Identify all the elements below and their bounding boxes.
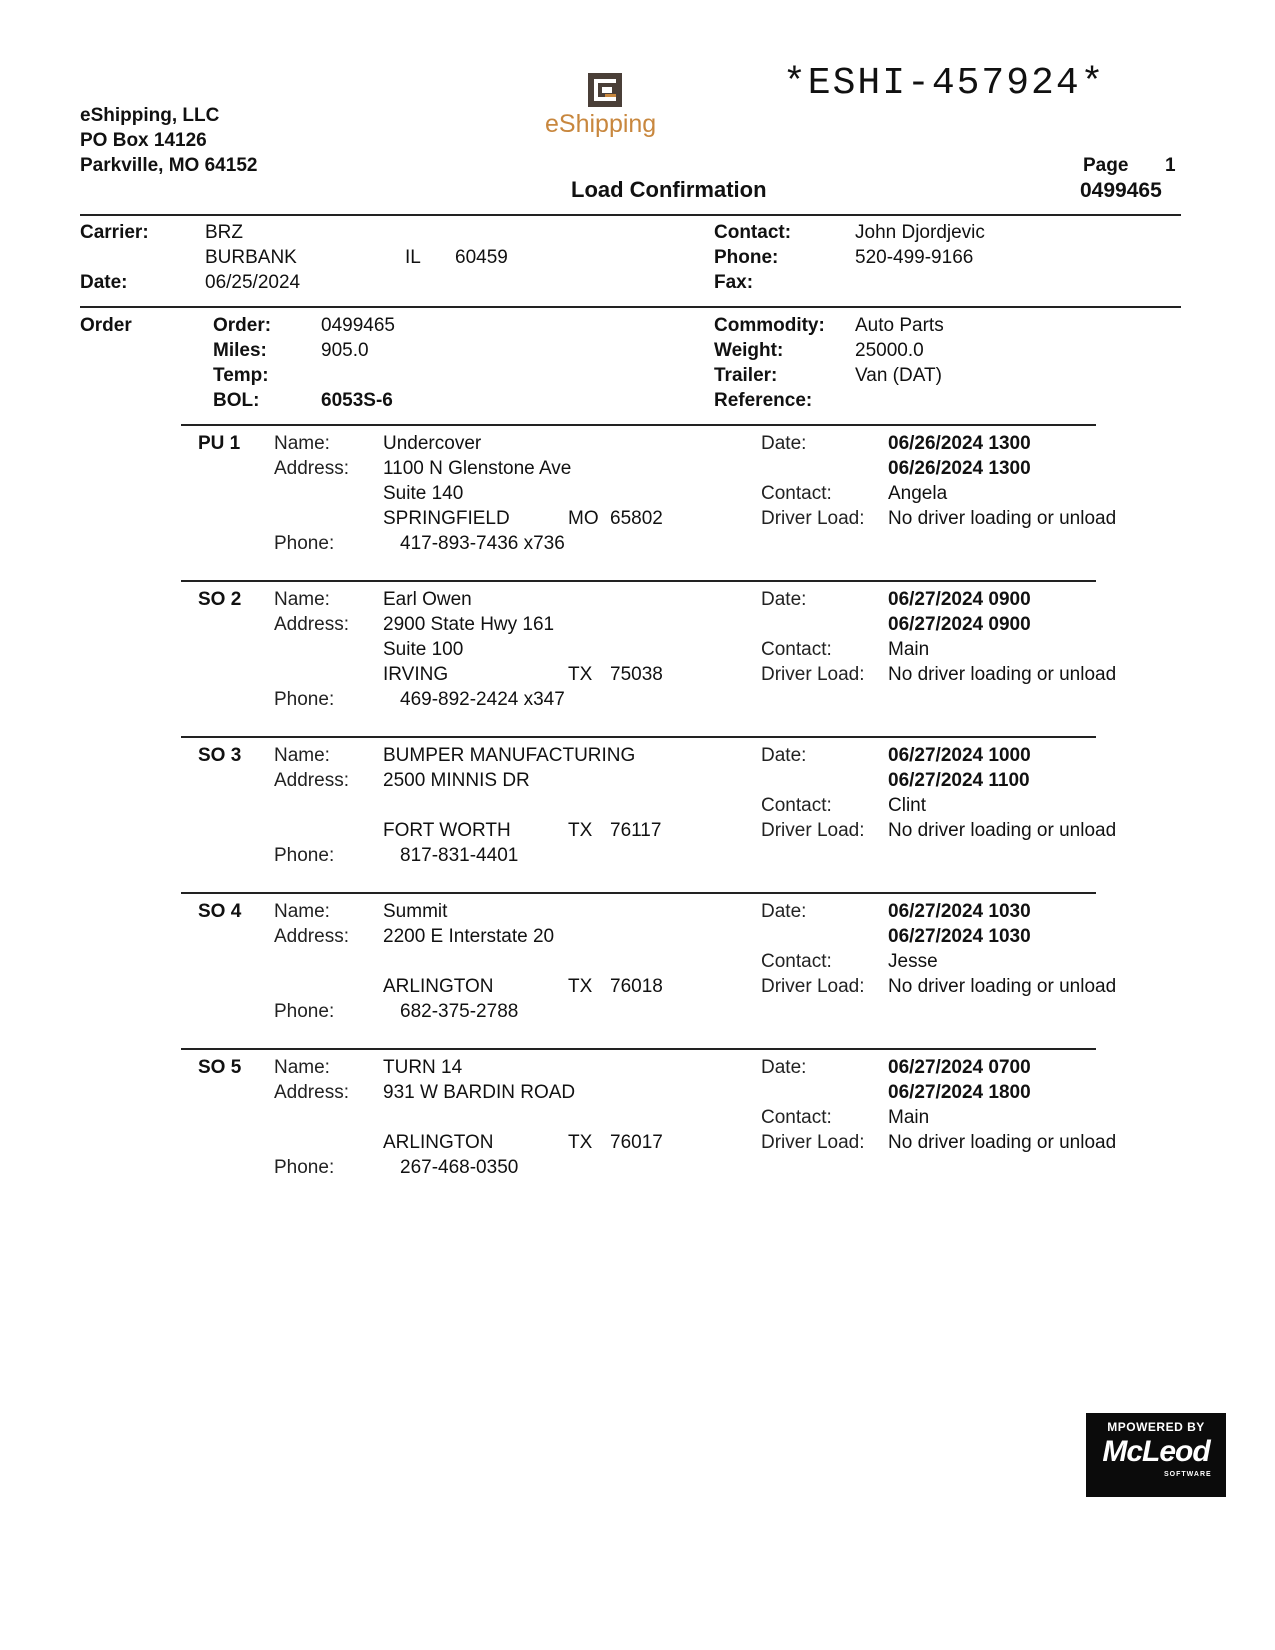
stop-name: Earl Owen: [383, 589, 472, 610]
badge-line1: MPOWERED BY: [1107, 1420, 1205, 1434]
commodity-value: Auto Parts: [855, 315, 944, 336]
stop-divider: [181, 580, 1096, 582]
stop-contact-label: Contact:: [761, 639, 832, 660]
stop-phone: 469-892-2424 x347: [400, 689, 565, 710]
carrier-phone: 520-499-9166: [855, 247, 974, 268]
stop-name-label: Name:: [274, 1057, 330, 1078]
stop-date-label: Date:: [761, 745, 807, 766]
stop-phone-label: Phone:: [274, 689, 335, 710]
reference-label: Reference:: [714, 390, 813, 411]
commodity-label: Commodity:: [714, 315, 825, 336]
stop-contact: Angela: [888, 483, 948, 504]
page-label: Page: [1083, 155, 1129, 176]
stop-contact-label: Contact:: [761, 951, 832, 972]
stop-date-start: 06/27/2024 0700: [888, 1057, 1031, 1078]
stop-driver-load-label: Driver Load:: [761, 508, 865, 529]
stop-driver-load: No driver loading or unload: [888, 820, 1117, 841]
bol-value: 6053S-6: [321, 390, 393, 411]
carrier-contact: John Djordjevic: [855, 222, 985, 243]
stop-city: FORT WORTH: [383, 820, 511, 841]
stop-phone-label: Phone:: [274, 533, 335, 554]
header-divider: [80, 214, 1181, 216]
order-label: Order:: [213, 315, 272, 336]
stop-name: Summit: [383, 901, 448, 922]
carrier-name: BRZ: [205, 222, 243, 243]
eshipping-logo-icon: [588, 73, 622, 107]
stop-phone: 417-893-7436 x736: [400, 533, 565, 554]
stop-phone: 817-831-4401: [400, 845, 519, 866]
stop-city: ARLINGTON: [383, 1132, 494, 1153]
page-number: 1: [1165, 155, 1176, 176]
carrier-divider: [80, 306, 1181, 308]
stop-driver-load-label: Driver Load:: [761, 1132, 865, 1153]
stop-phone-label: Phone:: [274, 1157, 335, 1178]
stop-date-label: Date:: [761, 1057, 807, 1078]
stop-address-line1: 1100 N Glenstone Ave: [383, 458, 572, 479]
stop-code: PU 1: [198, 433, 241, 454]
temp-label: Temp:: [213, 365, 269, 386]
stop-address-line1: 2200 E Interstate 20: [383, 926, 555, 947]
miles-value: 905.0: [321, 340, 369, 361]
stop-name: BUMPER MANUFACTURING: [383, 745, 636, 766]
stop-address-label: Address:: [274, 614, 349, 635]
stop-address-line2: Suite 140: [383, 483, 464, 504]
stop-date-end: 06/27/2024 1030: [888, 926, 1031, 947]
stop-address-line1: 2500 MINNIS DR: [383, 770, 530, 791]
mcleod-software-badge: [1086, 1413, 1226, 1497]
stop-date-end: 06/27/2024 1800: [888, 1082, 1031, 1103]
stop-name-label: Name:: [274, 433, 330, 454]
stop-address-line1: 2900 State Hwy 161: [383, 614, 555, 635]
stop-state: TX: [568, 976, 593, 997]
stop-city: IRVING: [383, 664, 449, 685]
stop-phone: 682-375-2788: [400, 1001, 519, 1022]
miles-label: Miles:: [213, 340, 267, 361]
stop-code: SO 5: [198, 1057, 242, 1078]
stop-driver-load: No driver loading or unload: [888, 1132, 1117, 1153]
stop-code: SO 4: [198, 901, 242, 922]
stop-city: SPRINGFIELD: [383, 508, 510, 529]
stop-state: TX: [568, 1132, 593, 1153]
stop-date-start: 06/27/2024 1000: [888, 745, 1031, 766]
stop-phone-label: Phone:: [274, 845, 335, 866]
stop-driver-load-label: Driver Load:: [761, 820, 865, 841]
stop-address-label: Address:: [274, 770, 349, 791]
stop-state: TX: [568, 664, 593, 685]
stop-name: TURN 14: [383, 1057, 463, 1078]
stop-contact-label: Contact:: [761, 483, 832, 504]
stop-date-start: 06/27/2024 0900: [888, 589, 1031, 610]
stop-name-label: Name:: [274, 901, 330, 922]
carrier-phone-label: Phone:: [714, 247, 779, 268]
stop-code: SO 2: [198, 589, 242, 610]
stop-city: ARLINGTON: [383, 976, 494, 997]
stop-name-label: Name:: [274, 589, 330, 610]
weight-value: 25000.0: [855, 340, 924, 361]
stop-date-label: Date:: [761, 901, 807, 922]
page-title: Load Confirmation: [571, 177, 767, 202]
company-address-line2: Parkville, MO 64152: [80, 155, 258, 176]
stop-divider: [181, 892, 1096, 894]
stop-zip: 76018: [610, 976, 663, 997]
stop-date-label: Date:: [761, 589, 807, 610]
stop-date-start: 06/27/2024 1030: [888, 901, 1031, 922]
order-number: 0499465: [321, 315, 395, 336]
stop-state: TX: [568, 820, 593, 841]
badge-line3: SOFTWARE: [1164, 1471, 1212, 1478]
stop-contact: Clint: [888, 795, 927, 816]
carrier-date: 06/25/2024: [205, 272, 301, 293]
stop-date-label: Date:: [761, 433, 807, 454]
stop-date-end: 06/26/2024 1300: [888, 458, 1031, 479]
carrier-date-label: Date:: [80, 272, 128, 293]
stop-divider: [181, 736, 1096, 738]
carrier-city: BURBANK: [205, 247, 297, 268]
barcode-text: *ESHI-457924*: [783, 62, 1106, 105]
stop-name: Undercover: [383, 433, 482, 454]
trailer-value: Van (DAT): [855, 365, 942, 386]
stop-driver-load-label: Driver Load:: [761, 664, 865, 685]
order-section-label: Order: [80, 315, 132, 336]
stop-contact-label: Contact:: [761, 795, 832, 816]
stop-driver-load: No driver loading or unload: [888, 664, 1117, 685]
badge-line2: McLeod: [1102, 1435, 1210, 1468]
stop-phone: 267-468-0350: [400, 1157, 519, 1178]
stop-state: MO: [568, 508, 599, 529]
stop-contact-label: Contact:: [761, 1107, 832, 1128]
stop-address-line2: Suite 100: [383, 639, 464, 660]
stop-address-label: Address:: [274, 458, 349, 479]
bol-label: BOL:: [213, 390, 260, 411]
eshipping-logo-text: eShipping: [545, 110, 657, 138]
carrier-zip: 60459: [455, 247, 508, 268]
company-name: eShipping, LLC: [80, 105, 220, 126]
stop-contact: Jesse: [888, 951, 938, 972]
stop-name-label: Name:: [274, 745, 330, 766]
stop-zip: 76117: [610, 820, 662, 841]
stop-code: SO 3: [198, 745, 242, 766]
stop-zip: 75038: [610, 664, 663, 685]
stop-date-end: 06/27/2024 0900: [888, 614, 1031, 635]
stop-driver-load: No driver loading or unload: [888, 976, 1117, 997]
stop-zip: 65802: [610, 508, 663, 529]
stop-address-label: Address:: [274, 1082, 349, 1103]
header-order-number: 0499465: [1080, 179, 1162, 202]
stop-driver-load-label: Driver Load:: [761, 976, 865, 997]
company-address-line1: PO Box 14126: [80, 130, 207, 151]
stop-address-label: Address:: [274, 926, 349, 947]
carrier-state: IL: [405, 247, 421, 268]
trailer-label: Trailer:: [714, 365, 778, 386]
stop-contact: Main: [888, 639, 930, 660]
stop-contact: Main: [888, 1107, 930, 1128]
weight-label: Weight:: [714, 340, 784, 361]
carrier-contact-label: Contact:: [714, 222, 792, 243]
stop-date-start: 06/26/2024 1300: [888, 433, 1031, 454]
stop-driver-load: No driver loading or unload: [888, 508, 1117, 529]
stop-divider: [181, 1048, 1096, 1050]
stop-divider: [181, 424, 1096, 426]
stop-address-line1: 931 W BARDIN ROAD: [383, 1082, 576, 1103]
carrier-fax-label: Fax:: [714, 272, 754, 293]
stop-zip: 76017: [610, 1132, 663, 1153]
stop-date-end: 06/27/2024 1100: [888, 770, 1030, 791]
stop-phone-label: Phone:: [274, 1001, 335, 1022]
carrier-label: Carrier:: [80, 222, 149, 243]
